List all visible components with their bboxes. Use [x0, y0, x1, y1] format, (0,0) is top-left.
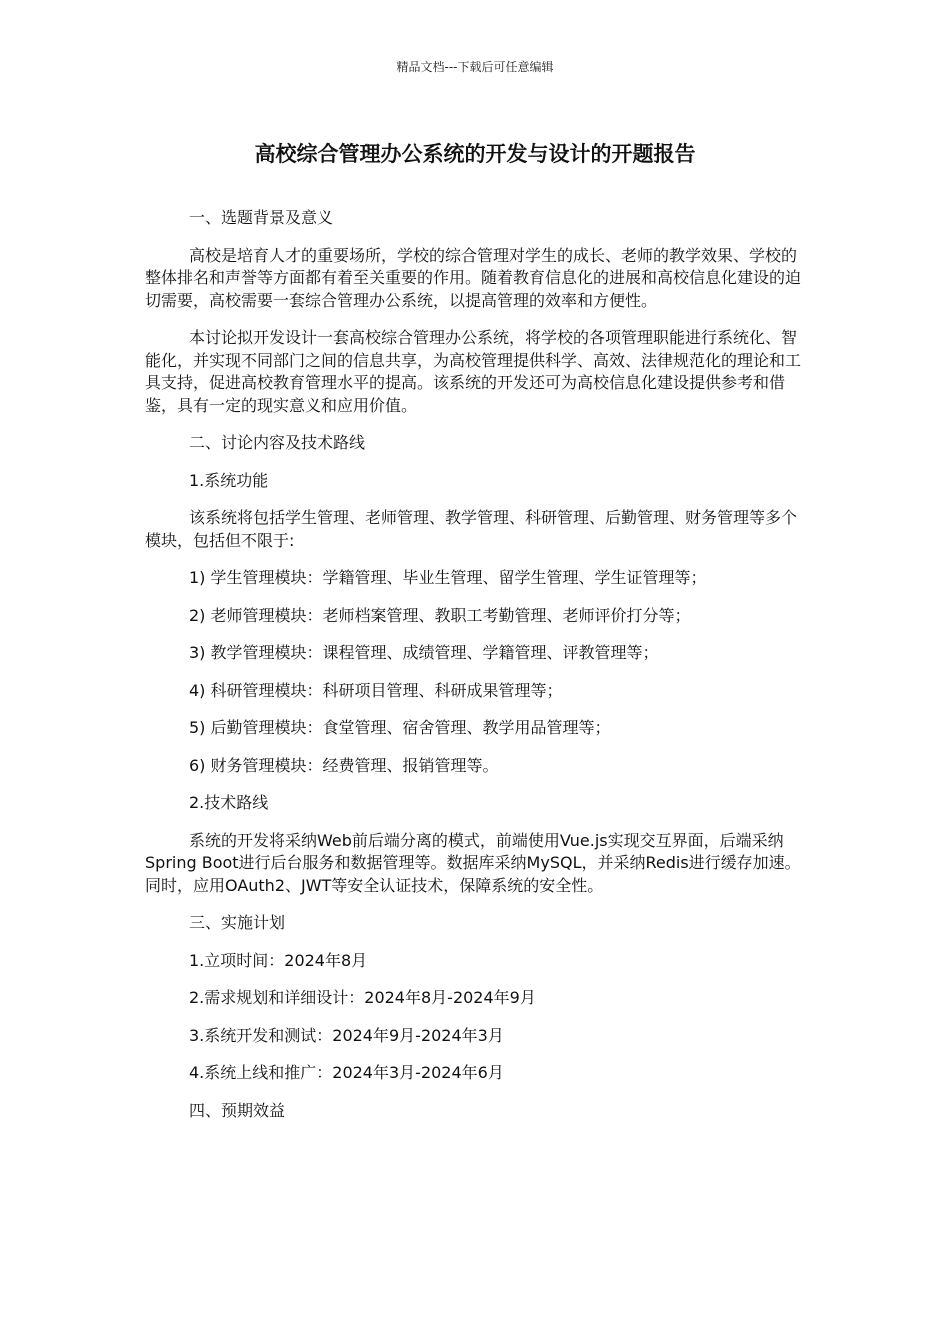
document-title: 高校综合管理办公系统的开发与设计的开题报告: [254, 142, 696, 166]
section-heading-plan: 三、实施计划: [189, 913, 286, 932]
subheading-system-functions: 1.系统功能: [189, 470, 269, 490]
list-item-module: 4) 科研管理模块：科研项目管理、科研成果管理等；: [189, 680, 563, 700]
list-item-plan: 2.需求规划和详细设计：2024年8月-2024年9月: [189, 988, 536, 1007]
list-item-module: 5) 后勤管理模块：食堂管理、宿舍管理、教学用品管理等；: [189, 718, 611, 737]
paragraph-background-2: 本讨论拟开发设计一套高校综合管理办公系统，将学校的各项管理职能进行系统化、智能化，并实现不同部门之间的信息共享，为高校管理提供科学、高效、法律规范化的理论和工具支持，促进高校教育管理水平的提高。该系统的开发还可为高校信息化建设提供参考和借鉴，具有一定的现实意义和应用价值。: [145, 328, 802, 415]
section-heading-research: 二、讨论内容及技术路线: [189, 433, 366, 452]
list-item-module: 1) 学生管理模块：学籍管理、毕业生管理、留学生管理、学生证管理等；: [189, 568, 707, 587]
list-item-module: 6) 财务管理模块：经费管理、报销管理等。: [189, 755, 499, 775]
document-body: [145, 207, 807, 1137]
header-note: 精品文档---下载后可任意编辑: [396, 60, 554, 74]
section-heading-background: 一、选题背景及意义: [189, 208, 334, 227]
list-item-plan: 3.系统开发和测试：2024年9月-2024年3月: [189, 1025, 504, 1045]
paragraph-tech-route: 系统的开发将采纳Web前后端分离的模式，前端使用Vue.js实现交互界面，后端采纳Spring Boot进行后台服务和数据管理等。数据库采纳MySQL，并采纳Redis进行缓存加速。同时，应用OAuth2、JWT等安全认证技术，保障系统的安全性。: [145, 830, 801, 895]
paragraph-modules-intro: 该系统将包括学生管理、老师管理、教学管理、科研管理、后勤管理、财务管理等多个模块，包括但不限于:: [145, 508, 798, 550]
section-heading-benefits: 四、预期效益: [189, 1100, 286, 1120]
list-item-module: 2) 老师管理模块：老师档案管理、教职工考勤管理、老师评价打分等；: [189, 605, 691, 625]
subheading-tech-route: 2.技术路线: [189, 793, 269, 812]
paragraph-background-1: 高校是培育人才的重要场所，学校的综合管理对学生的成长、老师的教学效果、学校的整体排名和声誉等方面都有着至关重要的作用。随着教育信息化的进展和高校信息化建设的迫切需要，高校需要一套综合管理办公系统，以提高管理的效率和方便性。: [145, 245, 802, 310]
list-item-plan: 1.立项时间：2024年8月: [189, 950, 368, 970]
list-item-module: 3) 教学管理模块：课程管理、成绩管理、学籍管理、评教管理等；: [189, 643, 659, 662]
list-item-plan: 4.系统上线和推广：2024年3月-2024年6月: [189, 1063, 504, 1082]
